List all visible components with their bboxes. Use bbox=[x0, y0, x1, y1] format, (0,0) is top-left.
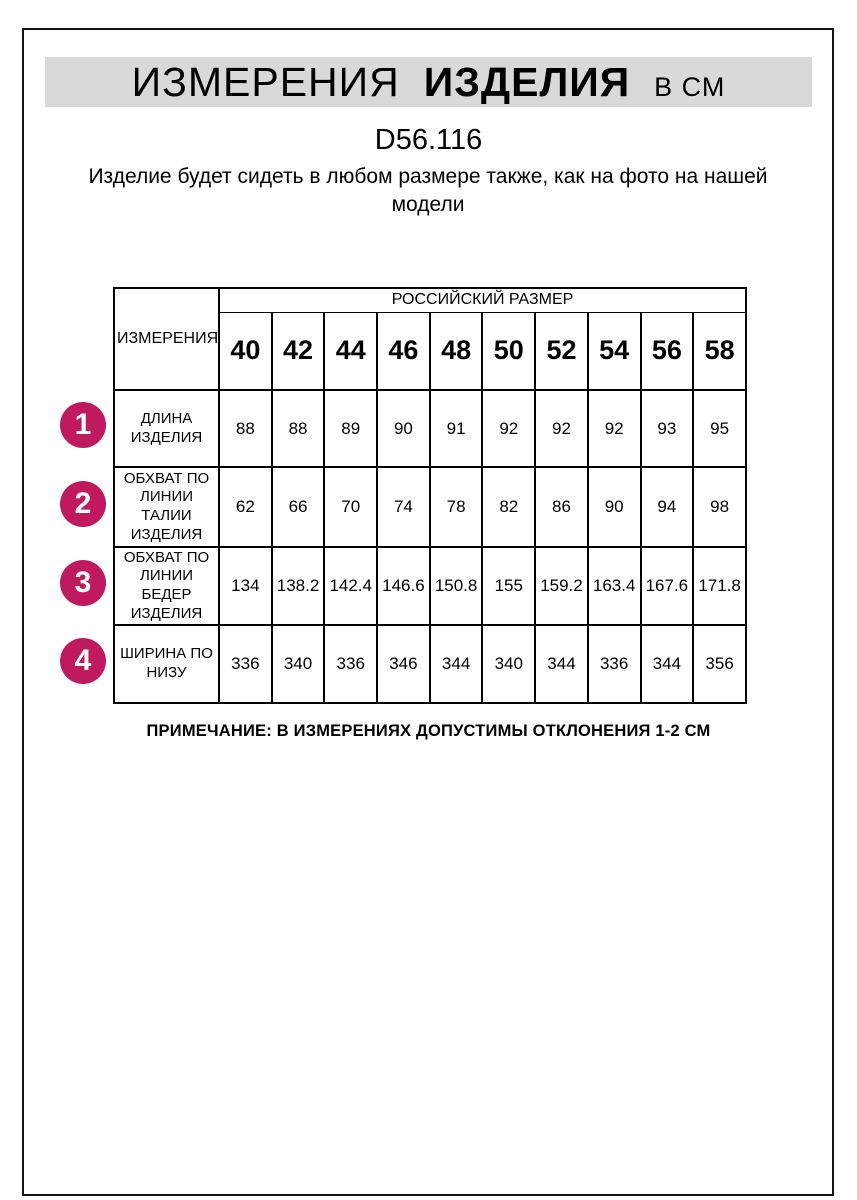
table-cell: 336 bbox=[324, 625, 377, 703]
table-row bbox=[114, 547, 746, 625]
table-row bbox=[114, 390, 746, 467]
table-cell: 138.2 bbox=[272, 547, 325, 625]
table-cell: 142.4 bbox=[324, 547, 377, 625]
row-number-badge-2: 2 bbox=[60, 481, 106, 527]
table-cell: 167.6 bbox=[641, 547, 694, 625]
table-cell: 134 bbox=[219, 547, 272, 625]
table-cell: 92 bbox=[535, 390, 588, 467]
table-cell: 90 bbox=[588, 467, 641, 547]
title-bar bbox=[45, 57, 812, 107]
table-cell: 344 bbox=[535, 625, 588, 703]
table-cell: 88 bbox=[272, 390, 325, 467]
size-header: 52 bbox=[535, 312, 588, 390]
table-cell: 95 bbox=[693, 390, 746, 467]
table-cell: 93 bbox=[641, 390, 694, 467]
size-header: 58 bbox=[693, 312, 746, 390]
table-cell: 171.8 bbox=[693, 547, 746, 625]
table-cell: 90 bbox=[377, 390, 430, 467]
row-label-length: ДЛИНА ИЗДЕЛИЯ bbox=[114, 390, 219, 467]
table-cell: 88 bbox=[219, 390, 272, 467]
table-row bbox=[114, 625, 746, 703]
size-header: 44 bbox=[324, 312, 377, 390]
table-cell: 62 bbox=[219, 467, 272, 547]
table-row bbox=[114, 467, 746, 547]
title-unit-cm: В СМ bbox=[654, 71, 726, 102]
size-header: 54 bbox=[588, 312, 641, 390]
title-word-measurements: ИЗМЕРЕНИЯ bbox=[131, 58, 400, 105]
table-cell: 94 bbox=[641, 467, 694, 547]
table-cell: 74 bbox=[377, 467, 430, 547]
column-header-measurements: ИЗМЕРЕНИЯ bbox=[114, 288, 219, 390]
table-cell: 159.2 bbox=[535, 547, 588, 625]
tolerance-note: ПРИМЕЧАНИЕ: В ИЗМЕРЕНИЯХ ДОПУСТИМЫ ОТКЛОНЕНИЯ 1-2 СМ bbox=[146, 722, 711, 740]
table-group-header-row bbox=[114, 288, 746, 312]
size-header: 46 bbox=[377, 312, 430, 390]
table-cell: 92 bbox=[482, 390, 535, 467]
table-cell: 344 bbox=[641, 625, 694, 703]
row-number-badge-4: 4 bbox=[60, 638, 106, 684]
size-header: 40 bbox=[219, 312, 272, 390]
row-number-badge-1: 1 bbox=[60, 402, 106, 448]
table-cell: 98 bbox=[693, 467, 746, 547]
table-cell: 336 bbox=[219, 625, 272, 703]
table-cell: 82 bbox=[482, 467, 535, 547]
table-cell: 89 bbox=[324, 390, 377, 467]
table-cell: 163.4 bbox=[588, 547, 641, 625]
row-label-waist: ОБХВАТ ПО ЛИНИИ ТАЛИИ ИЗДЕЛИЯ bbox=[114, 467, 219, 547]
table-cell: 66 bbox=[272, 467, 325, 547]
table-cell: 356 bbox=[693, 625, 746, 703]
table-cell: 155 bbox=[482, 547, 535, 625]
title-word-product: ИЗДЕЛИЯ bbox=[423, 58, 631, 105]
table-cell: 146.6 bbox=[377, 547, 430, 625]
row-label-hips: ОБХВАТ ПО ЛИНИИ БЕДЕР ИЗДЕЛИЯ bbox=[114, 547, 219, 625]
table-cell: 340 bbox=[272, 625, 325, 703]
column-header-russian-size: РОССИЙСКИЙ РАЗМЕР bbox=[219, 288, 746, 312]
model-code: D56.116 bbox=[374, 124, 483, 156]
table-cell: 340 bbox=[482, 625, 535, 703]
fit-description: Изделие будет сидеть в любом размере также, как на фото на нашей модели bbox=[88, 165, 768, 217]
table-cell: 344 bbox=[430, 625, 483, 703]
table-cell: 346 bbox=[377, 625, 430, 703]
size-header: 50 bbox=[482, 312, 535, 390]
table-cell: 86 bbox=[535, 467, 588, 547]
row-label-bottom-width: ШИРИНА ПО НИЗУ bbox=[114, 625, 219, 703]
table-cell: 78 bbox=[430, 467, 483, 547]
size-measurements-table bbox=[113, 287, 747, 704]
size-header: 56 bbox=[641, 312, 694, 390]
table-cell: 70 bbox=[324, 467, 377, 547]
page-title bbox=[132, 59, 726, 106]
table-cell: 150.8 bbox=[430, 547, 483, 625]
size-header: 48 bbox=[430, 312, 483, 390]
row-number-badge-3: 3 bbox=[60, 560, 106, 606]
table-cell: 92 bbox=[588, 390, 641, 467]
size-header: 42 bbox=[272, 312, 325, 390]
table-cell: 336 bbox=[588, 625, 641, 703]
table-cell: 91 bbox=[430, 390, 483, 467]
